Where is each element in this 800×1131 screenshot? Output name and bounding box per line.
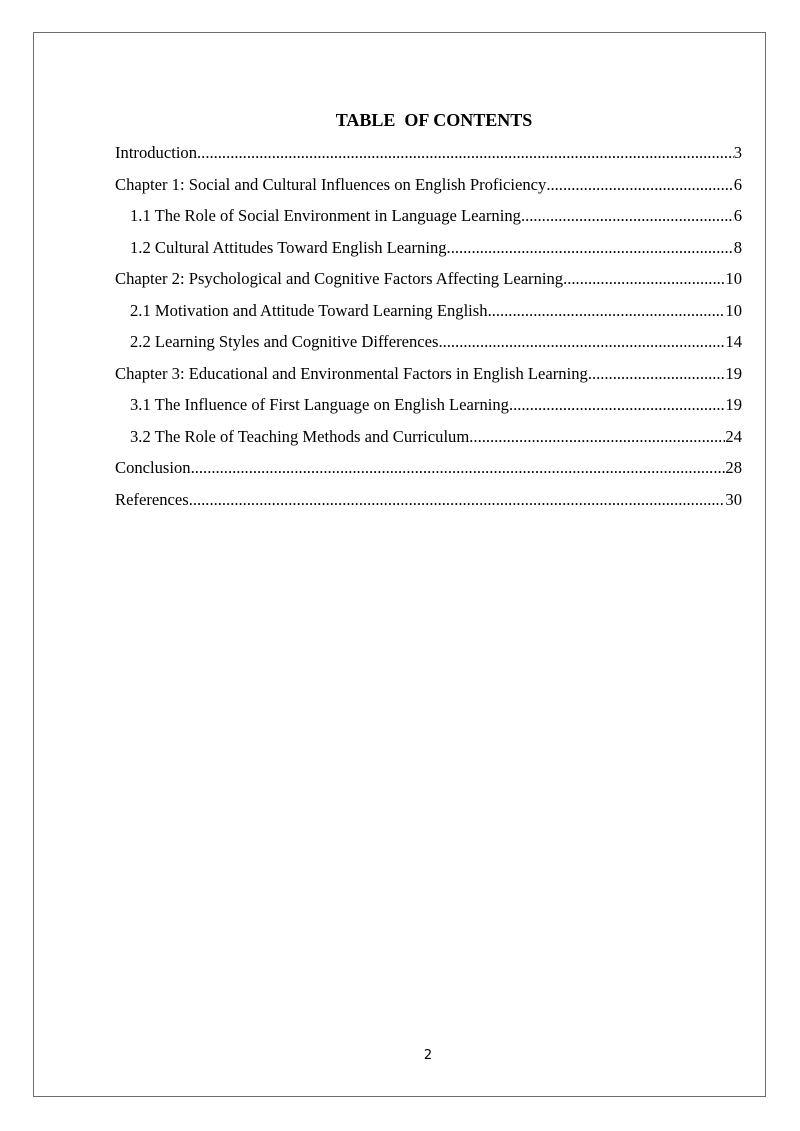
toc-leader-dots — [509, 392, 725, 418]
toc-entry-label: 3.2 The Role of Teaching Methods and Curriculum — [130, 426, 470, 446]
toc-leader-dots — [488, 298, 726, 324]
toc-entry-chapter-2[interactable] — [115, 266, 742, 298]
toc-entry-label: 1.2 Cultural Attitudes Toward English Learning — [130, 237, 447, 257]
toc-entry-page: 28 — [725, 458, 742, 477]
toc-entry-label: Chapter 3: Educational and Environmental Factors in English Learning — [115, 363, 588, 383]
toc-leader-dots — [447, 235, 734, 261]
toc-entry-label: Chapter 1: Social and Cultural Influences on English Proficiency — [115, 174, 547, 194]
toc-entry-page: 10 — [725, 269, 742, 288]
toc-entry-page: 3 — [733, 143, 742, 162]
toc-leader-dots — [546, 172, 733, 198]
toc-leader-dots — [438, 329, 725, 355]
toc-entry-page: 14 — [725, 332, 742, 351]
toc-entry-page: 10 — [725, 300, 742, 320]
toc-entry-page: 30 — [725, 489, 742, 509]
toc-entry-label: 2.1 Motivation and Attitude Toward Learning English — [130, 300, 488, 320]
toc-entry-section-1-2[interactable] — [115, 235, 742, 267]
toc-leader-dots — [563, 266, 725, 292]
toc-entry-section-2-1[interactable] — [115, 298, 742, 330]
toc-list — [115, 140, 742, 518]
toc-leader-dots — [197, 140, 734, 166]
toc-entry-introduction[interactable] — [115, 140, 742, 172]
toc-entry-section-3-2[interactable] — [115, 424, 742, 456]
toc-entry-page: 8 — [733, 237, 742, 257]
toc-entry-chapter-1[interactable] — [115, 172, 742, 204]
toc-entry-page: 19 — [725, 363, 742, 383]
toc-entry-conclusion[interactable] — [115, 455, 742, 487]
toc-leader-dots — [191, 455, 726, 481]
toc-entry-chapter-3[interactable] — [115, 361, 742, 393]
toc-entry-label: 1.1 The Role of Social Environment in Language Learning — [130, 206, 521, 225]
toc-entry-page: 6 — [733, 206, 742, 225]
toc-entry-label: 2.2 Learning Styles and Cognitive Differences — [130, 332, 439, 351]
toc-leader-dots — [521, 203, 734, 229]
toc-entry-label: Introduction — [115, 143, 198, 162]
toc-entry-section-1-1[interactable] — [115, 203, 742, 235]
toc-entry-section-3-1[interactable] — [115, 392, 742, 424]
toc-entry-references[interactable] — [115, 487, 742, 519]
toc-entry-page: 24 — [725, 426, 742, 446]
toc-leader-dots — [469, 424, 725, 450]
toc-entry-label: 3.1 The Influence of First Language on English Learning — [130, 395, 509, 414]
toc-title: TABLE OF CONTENTS — [335, 110, 533, 130]
toc-leader-dots — [189, 487, 726, 513]
toc-entry-label: Conclusion — [115, 458, 191, 477]
toc-entry-page: 6 — [733, 174, 742, 194]
toc-entry-section-2-2[interactable] — [115, 329, 742, 361]
page-number: 2 — [423, 1048, 433, 1063]
toc-entry-page: 19 — [725, 395, 742, 414]
toc-entry-label: References — [115, 489, 189, 509]
toc-leader-dots — [588, 361, 726, 387]
toc-entry-label: Chapter 2: Psychological and Cognitive Factors Affecting Learning — [115, 269, 564, 288]
